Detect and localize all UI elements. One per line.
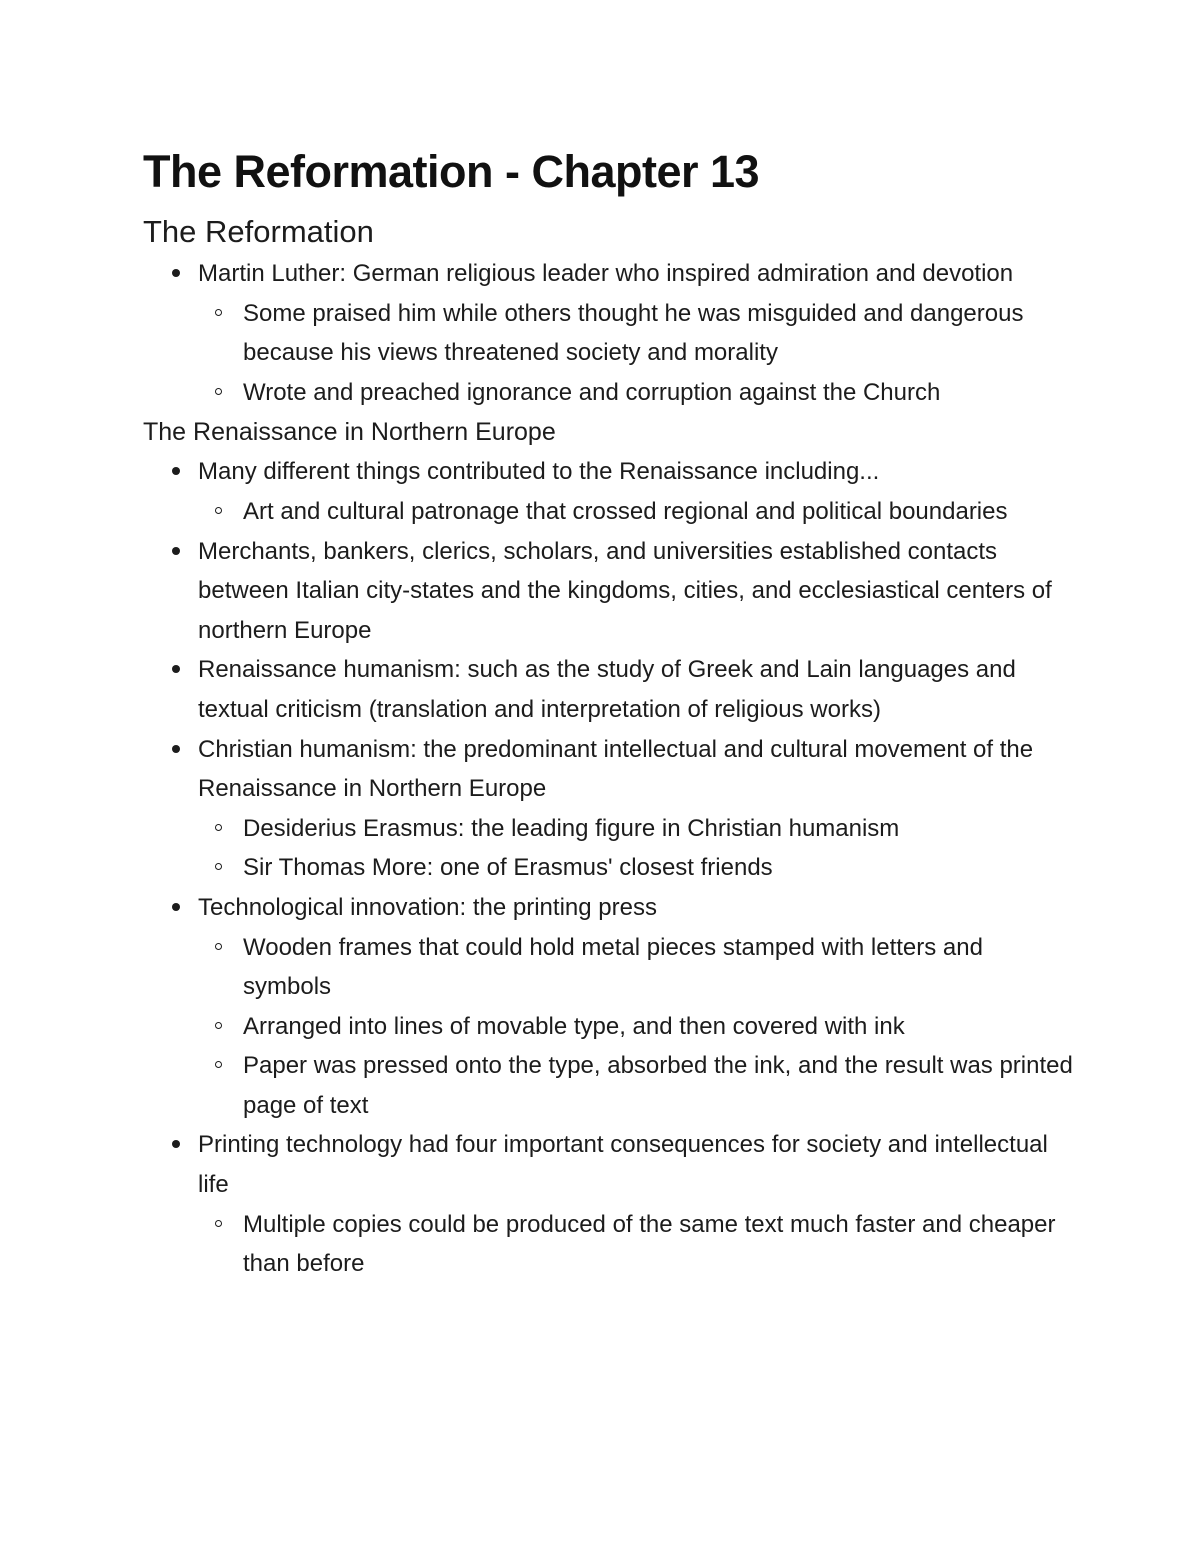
sub-list-item-text: Arranged into lines of movable type, and then covered with ink (243, 1012, 905, 1040)
sub-list-item (198, 492, 1073, 532)
sub-list-item (198, 373, 1073, 413)
bullet-circle-icon (215, 309, 222, 316)
sub-list-item-text: Some praised him while others thought he was misguided and dangerous because his views threatened society and morality (243, 299, 1024, 367)
bullet-circle-icon (215, 1061, 222, 1068)
list-item (143, 650, 1073, 729)
section-heading: The Renaissance in Northern Europe (143, 418, 556, 447)
sub-list-item (198, 1046, 1073, 1125)
sub-list-item (198, 809, 1073, 849)
list-item (143, 532, 1073, 651)
bullet-circle-icon (215, 507, 222, 514)
bullet-disc-icon (172, 745, 180, 753)
sub-list-item-text: Multiple copies could be produced of the same text much faster and cheaper than before (243, 1210, 1056, 1278)
list-item-text: Merchants, bankers, clerics, scholars, and universities established contacts between Italian city-states and the kingdoms, cities, and ecclesiastical centers of northern Europe (198, 537, 1052, 644)
sub-list-item (198, 848, 1073, 888)
list-item-text: Many different things contributed to the Renaissance including... (198, 458, 880, 486)
sub-list-item-text: Wrote and preached ignorance and corruption against the Church (243, 378, 941, 406)
sub-list-item (198, 1007, 1073, 1047)
list-item-text: Printing technology had four important consequences for society and intellectual life (198, 1131, 1048, 1199)
section-renaissance-northern-europe (143, 412, 1073, 1283)
bullet-disc-icon (172, 1140, 180, 1148)
sub-list-item-text: Wooden frames that could hold metal pieces stamped with letters and symbols (243, 933, 983, 1001)
bullet-list (143, 452, 1073, 1283)
section-the-reformation (143, 210, 1073, 412)
bullet-disc-icon (172, 903, 180, 911)
list-item (143, 1125, 1073, 1204)
list-item-text: Christian humanism: the predominant intellectual and cultural movement of the Renaissance in Northern Europe (198, 735, 1034, 803)
list-item (143, 730, 1073, 809)
sub-list-item (198, 294, 1073, 373)
bullet-circle-icon (215, 1022, 222, 1029)
sub-list-item-text: Paper was pressed onto the type, absorbed the ink, and the result was printed page of text (243, 1052, 1073, 1119)
section-heading: The Reformation (143, 214, 374, 249)
sub-list-item-text: Sir Thomas More: one of Erasmus' closest friends (243, 854, 773, 882)
bullet-circle-icon (215, 863, 222, 870)
sub-list-item (198, 1205, 1073, 1284)
list-item (143, 254, 1073, 294)
document-page (143, 140, 1073, 1284)
list-item-text: Martin Luther: German religious leader who inspired admiration and devotion (198, 260, 1014, 287)
bullet-circle-icon (215, 1220, 222, 1227)
sub-list-item-text: Art and cultural patronage that crossed regional and political boundaries (243, 497, 1008, 525)
list-item-text: Renaissance humanism: such as the study of Greek and Lain languages and textual criticism (translation and interpretation of religious works) (198, 656, 1016, 723)
bullet-disc-icon (172, 269, 180, 277)
list-item-text: Technological innovation: the printing press (198, 893, 657, 921)
list-item (143, 888, 1073, 928)
bullet-circle-icon (215, 824, 222, 831)
bullet-circle-icon (215, 388, 222, 395)
bullet-disc-icon (172, 467, 180, 475)
sub-list-item (198, 928, 1073, 1007)
document-title: The Reformation - Chapter 13 (143, 146, 760, 197)
bullet-disc-icon (172, 665, 180, 673)
bullet-circle-icon (215, 943, 222, 950)
sub-list-item-text: Desiderius Erasmus: the leading figure in Christian humanism (243, 814, 900, 842)
bullet-list (143, 254, 1073, 412)
bullet-disc-icon (172, 547, 180, 555)
list-item (143, 452, 1073, 492)
